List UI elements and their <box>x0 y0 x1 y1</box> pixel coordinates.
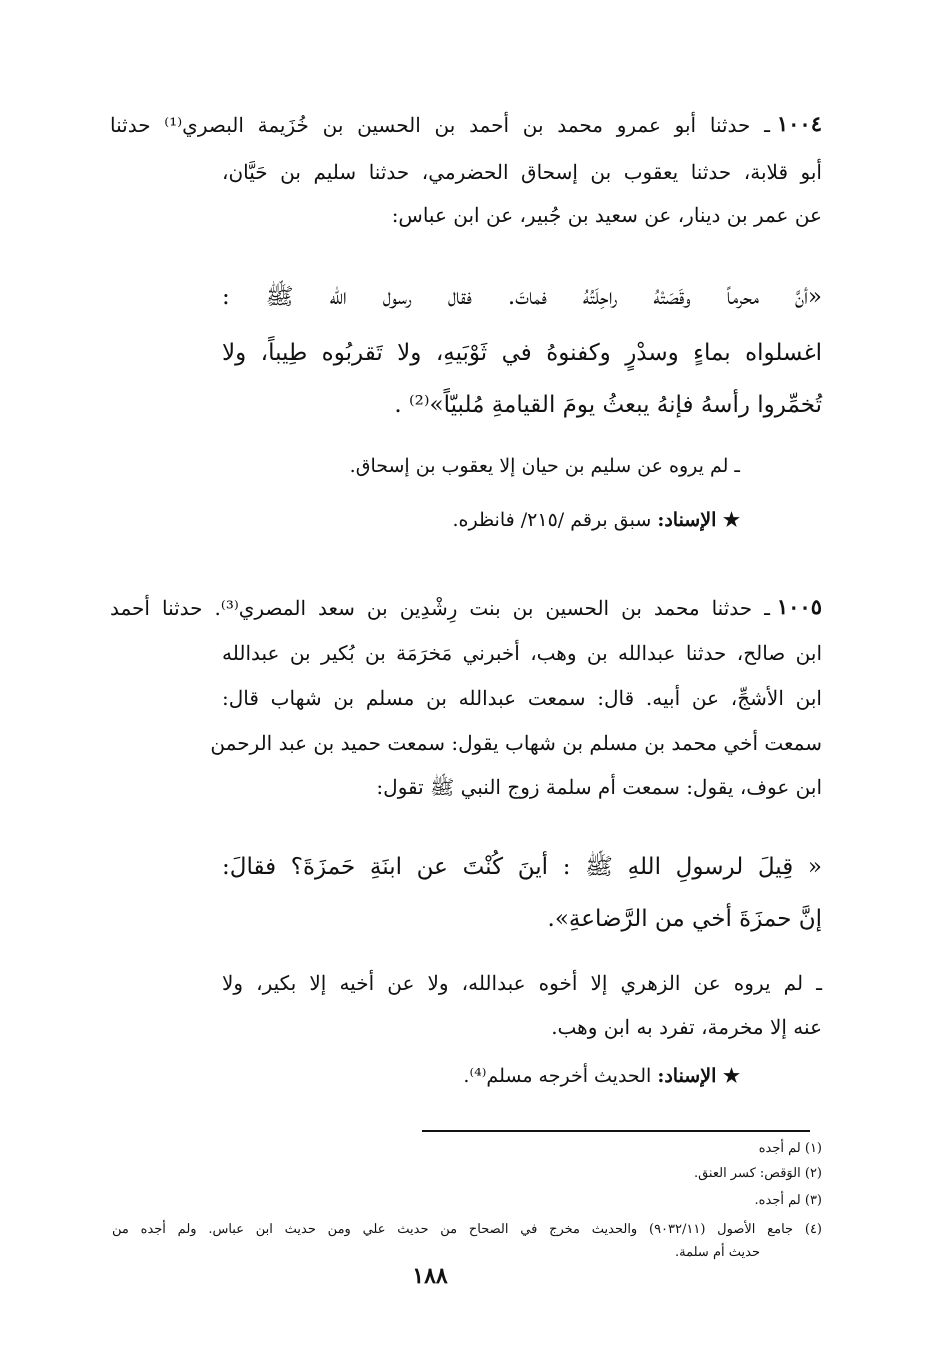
footnote-text: الوَقص: كسر العنق. <box>693 1166 801 1181</box>
footnote-1 <box>759 1139 822 1159</box>
hadith-1004-line-1: ـ حدثنا أبو عمرو محمد بن أحمد بن الحسين بن خُزَيمة البصري⁽¹⁾ حدثنا <box>110 113 771 137</box>
footnote-text: لم أجده <box>758 1141 801 1156</box>
hadith-1004-matn-line-3: تُخمِّروا رأسهُ فإنهُ يبعثُ يومَ القيامةِ مُلبيّاً»⁽²⁾ . <box>394 392 822 418</box>
hadith-1005-note-line-2: عنه إلا مخرمة، تفرد به ابن وهب. <box>551 1015 822 1039</box>
footnote-number: (٣) <box>804 1193 822 1208</box>
hadith-1004-matn-line-1: «أنَّ محرماً وقَصَتْهُ راحِلَتُهُ فماتَ. فقال رسول الله ﷺ : <box>222 284 822 310</box>
hadith-1005-isnad <box>463 1062 740 1090</box>
hadith-number-1004: ١٠٠٤ <box>776 111 822 136</box>
footnote-text: لم أجده. <box>754 1193 801 1208</box>
hadith-1005-line-2: ابن صالح، حدثنا عبدالله بن وهب، أخبرني مَخرَمَة بن بُكير بن عبدالله <box>222 641 822 665</box>
isnad-label: ★ الإسناد: <box>657 1065 740 1087</box>
hadith-1004-note: ـ لم يروه عن سليم بن حيان إلا يعقوب بن إسحاق. <box>349 455 740 477</box>
isnad-label: ★ الإسناد: <box>657 509 740 531</box>
hadith-number-1005: ١٠٠٥ <box>776 594 822 619</box>
hadith-1005-note-line-1: ـ لم يروه عن الزهري إلا أخوه عبدالله، ولا عن أخيه إلا بكير، ولا <box>222 971 822 995</box>
footnote-separator <box>422 1130 810 1132</box>
footnote-number: (٢) <box>804 1166 822 1181</box>
hadith-1004-line-3: عن عمر بن دينار، عن سعيد بن جُبير، عن ابن عباس: <box>391 203 822 227</box>
isnad-text: الحديث أخرجه مسلم⁽⁴⁾. <box>463 1065 652 1087</box>
hadith-1004-line-2: أبو قلابة، حدثنا يعقوب بن إسحاق الحضرمي، حدثنا سليم بن حَيَّان، <box>222 160 822 184</box>
hadith-1005-line-4: سمعت أخي محمد بن مسلم بن شهاب يقول: سمعت حميد بن عبد الرحمن <box>210 731 822 755</box>
isnad-text: سبق برقم /٢١٥/ فانظره. <box>452 509 652 531</box>
footnote-3 <box>755 1191 822 1211</box>
hadith-1005-line-1: ـ حدثنا محمد بن الحسين بن بنت رِشْدِين بن سعد المصري⁽³⁾. حدثنا أحمد <box>110 596 770 620</box>
footnote-number: (١) <box>804 1141 822 1156</box>
hadith-1005-matn-line-1: « قِيلَ لرسولِ اللهِ ﷺ : أينَ كُنْتَ عن ابنَةِ حَمزَةَ؟ فقالَ: <box>222 854 822 880</box>
page-number: ١٨٨ <box>412 1263 448 1289</box>
footnote-2 <box>694 1164 822 1184</box>
hadith-1004-matn-line-2: اغسلواه بماءٍ وسدْرٍ وكفنوهُ في ثَوْبَيهِ، ولا تَقربُوه طِيباً، ولا <box>222 340 822 366</box>
hadith-1005-matn-line-2: إنَّ حمزَةَ أخي من الرَّضاعةِ». <box>547 906 822 932</box>
hadith-1004-isnad <box>452 506 740 534</box>
footnote-number: (٤) <box>804 1222 822 1237</box>
hadith-1005-line-5: ابن عوف، يقول: سمعت أم سلمة زوج النبي ﷺ تقول: <box>376 775 822 799</box>
footnote-4-continuation: حديث أم سلمة. <box>675 1245 760 1260</box>
footnote-text: جامع الأصول (٩٠٣٢/١١) والحديث مخرج في الصحاح من حديث علي ومن حديث ابن عباس. ولم أجده من <box>112 1222 794 1237</box>
footnote-4 <box>112 1220 822 1240</box>
hadith-1005-line-3: ابن الأشجِّ، عن أبيه. قال: سمعت عبدالله بن مسلم بن شهاب قال: <box>222 686 822 710</box>
